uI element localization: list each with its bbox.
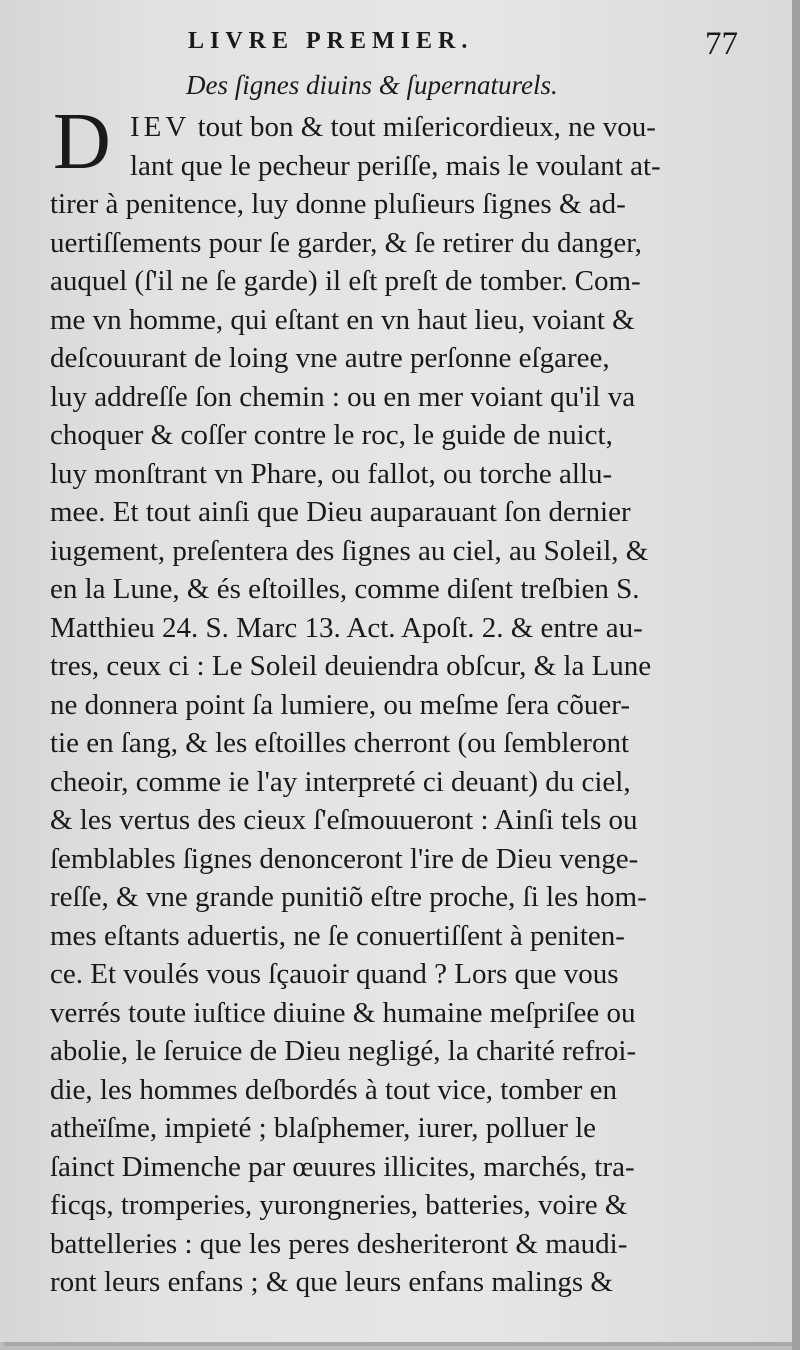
text-line: abolie, le ſeruice de Dieu negligé, la charité refroi- — [50, 1035, 637, 1067]
text-line-content: tout bon & tout miſericordieux, ne vou- — [190, 111, 656, 143]
text-line: die, les hommes deſbordés à tout vice, tomber en — [50, 1073, 617, 1106]
section-title: Des ſignes diuins & ſupernaturels. — [186, 70, 558, 100]
text-line: mes eſtants aduertis, ne ſe conuertiſſent à peniten- — [50, 919, 625, 952]
text-line: iugement, preſentera des ſignes au ciel, au Soleil, & — [50, 534, 649, 567]
text-line: luy addreſſe ſon chemin : ou en mer voiant qu'il va — [50, 380, 636, 413]
text-line: tirer à penitence, luy donne pluſieurs ſignes & ad- — [50, 188, 626, 220]
text-line: tres, ceux ci : Le Soleil deuiendra obſcur, & la Lune — [50, 650, 652, 682]
text-line: lant que le pecheur periſſe, mais le voulant at- — [130, 149, 661, 182]
text-line: ficqs, tromperies, yurongneries, batteries, voire & — [50, 1189, 628, 1221]
text-line: uertiſſements pour ſe garder, & ſe retirer du danger, — [50, 226, 642, 259]
text-line: & les vertus des cieux ſ'eſmouueront : Ainſi tels ou — [50, 804, 638, 836]
text-line: reſſe, & vne grande punitiõ eſtre proche, ſi les hom- — [50, 881, 647, 913]
page-number: 77 — [705, 26, 738, 62]
text-line: choquer & coſſer contre le roc, le guide de nuict, — [50, 419, 613, 451]
first-word: IEV — [130, 111, 191, 143]
text-line: ront leurs enfans ; & que leurs enfans malings & — [50, 1266, 613, 1298]
text-line: me vn homme, qui eſtant en vn haut lieu, voiant & — [50, 303, 635, 336]
text-line: cheoir, comme ie l'ay interpreté ci deuant) du ciel, — [50, 765, 631, 798]
drop-cap: D — [53, 98, 111, 186]
text-line: ſainct Dimenche par œuures illicites, marchés, tra- — [50, 1150, 635, 1183]
text-line — [50, 108, 755, 147]
text-line: deſcouurant de loing vne autre perſonne eſgaree, — [50, 342, 610, 374]
text-line: battelleries : que les peres desheriteront & maudi- — [50, 1227, 628, 1260]
running-head: LIVRE PREMIER. — [188, 28, 474, 54]
page-edge-shadow — [792, 0, 800, 1350]
body-text — [50, 108, 755, 1302]
text-line: luy monſtrant vn Phare, ou fallot, ou torche allu- — [50, 457, 613, 490]
text-line: ce. Et voulés vous ſçauoir quand ? Lors que vous — [50, 958, 619, 990]
text-line: verrés toute iuſtice diuine & humaine meſpriſee ou — [50, 996, 636, 1029]
text-line: ne donnera point ſa lumiere, ou meſme ſera cõuer- — [50, 688, 630, 721]
text-line: Matthieu 24. S. Marc 13. Act. Apoſt. 2. & entre au- — [50, 611, 643, 644]
text-line: en la Lune, & és eſtoilles, comme diſent treſbien S. — [50, 573, 640, 605]
text-line: atheïſme, impieté ; blaſphemer, iurer, polluer le — [50, 1112, 597, 1144]
text-line: mee. Et tout ainſi que Dieu auparauant ſon dernier — [50, 496, 631, 528]
page-header — [0, 28, 792, 68]
text-line: auquel (ſ'il ne ſe garde) il eſt preſt de tomber. Com- — [50, 265, 641, 297]
text-line: tie en ſang, & les eſtoilles cherront (ou ſembleront — [50, 727, 630, 759]
text-line: ſemblables ſignes denonceront l'ire de Dieu venge- — [50, 842, 639, 875]
